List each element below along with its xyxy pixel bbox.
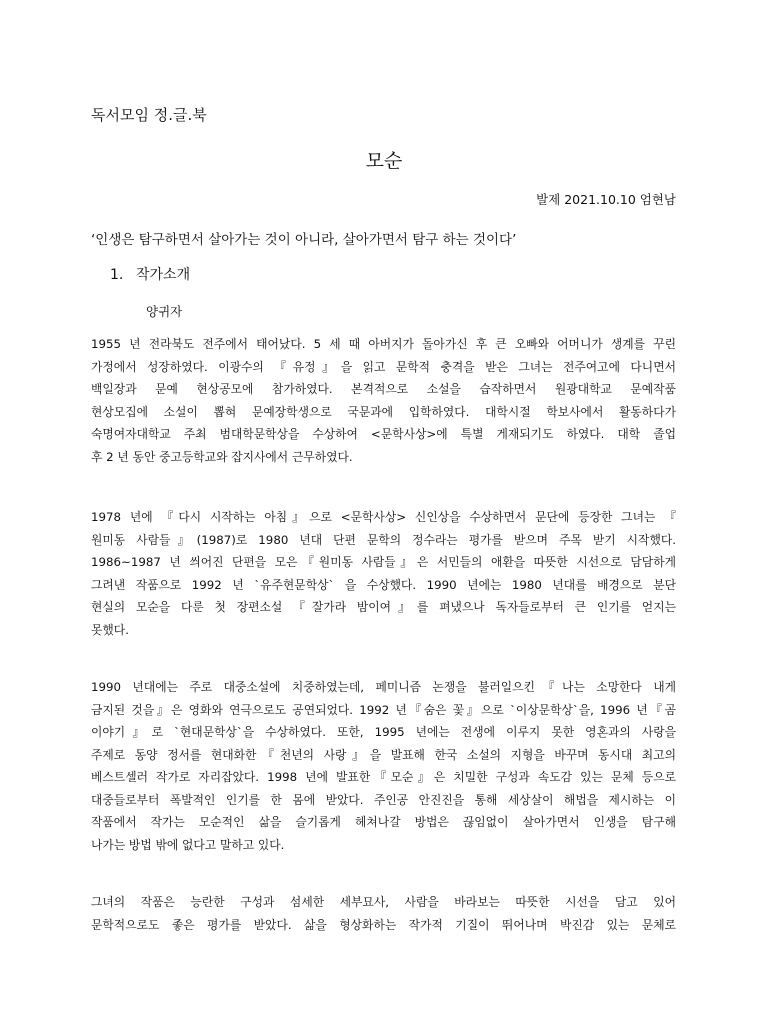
section-heading (110, 264, 190, 284)
paragraph-line: 가정에서 성장하였다. 이광수의 『유정』을 읽고 문학적 충격을 받은 그녀는 전주여고에 다니면서 (91, 359, 676, 374)
paragraph-line: 그녀의 작품은 능란한 구성과 섬세한 세부묘사, 사람을 바라보는 따뜻한 시선을 담고 있어 (91, 895, 676, 909)
paragraph-line: 현실의 모순을 다룬 첫 장편소설 『잘가라 밤이여』를 펴냈으나 독자들로부터 큰 인기를 얻지는 (91, 600, 676, 614)
paragraph-3 (91, 676, 676, 856)
presenter-line: 발제 2021.10.10 엄현남 (536, 192, 676, 207)
paragraph-2 (91, 506, 676, 641)
paragraph-line: 원미동 사람들』(1987)로 1980 년대 단편 문학의 정수라는 평가를 받으며 주목 받기 시작했다. (91, 532, 676, 547)
paragraph-line: 1955 년 전라북도 전주에서 태어났다. 5 세 때 아버지가 돌아가신 후 큰 오빠와 어머니가 생계를 꾸린 (91, 337, 676, 351)
paragraph-line: 백일장과 문예 현상공모에 참가하였다. 본격적으로 소설을 습작하면서 원광대학교 문예작품 (91, 382, 676, 396)
paragraph-line: 작품에서 작가는 모순적인 삶을 슬기롭게 헤쳐나갈 방법은 끊임없이 살아가면서 인생을 탐구해 (91, 815, 676, 829)
paragraph-line: 대중들로부터 폭발적인 인기를 한 몸에 받았다. 주인공 안진진을 통해 세상살이 해법을 제시하는 이 (91, 792, 676, 807)
paragraph-4 (91, 891, 676, 936)
paragraph-line: 금지된 것을』은 영화와 연극으로도 공연되었다. 1992 년『숨은 꽃』으로 `이상문학상`을, 1996 년『곰 (91, 702, 676, 717)
paragraph-line: 그려낸 작품으로 1992 년 `유주현문학상` 을 수상했다. 1990 년에는 1980 년대를 배경으로 분단 (91, 577, 676, 592)
paragraph-line: 베스트셀러 작가로 자리잡았다. 1998 년에 발표한『모순』은 치밀한 구성과 속도감 있는 문체 등으로 (91, 770, 676, 784)
paragraph-line: 숙명여자대학교 주최 범대학문학상을 수상하여 <문학사상>에 특별 게재되기도 하였다. 대학 졸업 (91, 427, 676, 441)
paragraph-line: 후 2 년 동안 중고등학교와 잡지사에서 근무하였다. (91, 449, 353, 464)
paragraph-line: 현상모집에 소설이 뽑혀 문예장학생으로 국문과에 입학하였다. 대학시절 학보사에서 활동하다가 (91, 404, 676, 419)
document-title: 모순 (365, 150, 403, 172)
paragraph-line: 1990 년대에는 주로 대중소설에 치중하였는데, 페미니즘 논쟁을 불러일으킨『나는 소망한다 내게 (91, 680, 676, 694)
author-name: 양귀자 (146, 304, 183, 319)
section-number: 1. (110, 267, 124, 283)
paragraph-line: 문학적으로도 좋은 평가를 받았다. 삶을 형상화하는 작가적 기질이 뛰어나며 박진감 있는 문체로 (91, 917, 676, 932)
paragraph-line: 이야기』로 `현대문학상`을 수상하였다. 또한, 1995 년에는 전생에 이루지 못한 영혼과의 사랑을 (91, 725, 676, 739)
paragraph-line: 1978 년에 『다시 시작하는 아침』으로 <문학사상> 신인상을 수상하면서 문단에 등장한 그녀는 『 (91, 510, 676, 524)
paragraph-line: 못했다. (91, 622, 129, 637)
paragraph-1 (91, 333, 676, 468)
epigraph-quote: ‘인생은 탐구하면서 살아가는 것이 아니라, 살아가면서 탐구 하는 것이다’ (91, 232, 517, 248)
paragraph-line: 나가는 방법 밖에 없다고 말하고 있다. (91, 837, 285, 852)
paragraph-line: 1986~1987 년 씌어진 단편을 모은『원미동 사람들』은 서민들의 애환을 따뜻한 시선으로 담담하게 (91, 555, 676, 569)
section-title: 작가소개 (136, 267, 191, 283)
reading-group-name: 독서모임 정.글.북 (91, 106, 207, 124)
paragraph-line: 주제로 동양 정서를 현대화한『천년의 사랑』을 발표해 한국 소설의 지형을 바꾸며 동시대 최고의 (91, 747, 676, 762)
